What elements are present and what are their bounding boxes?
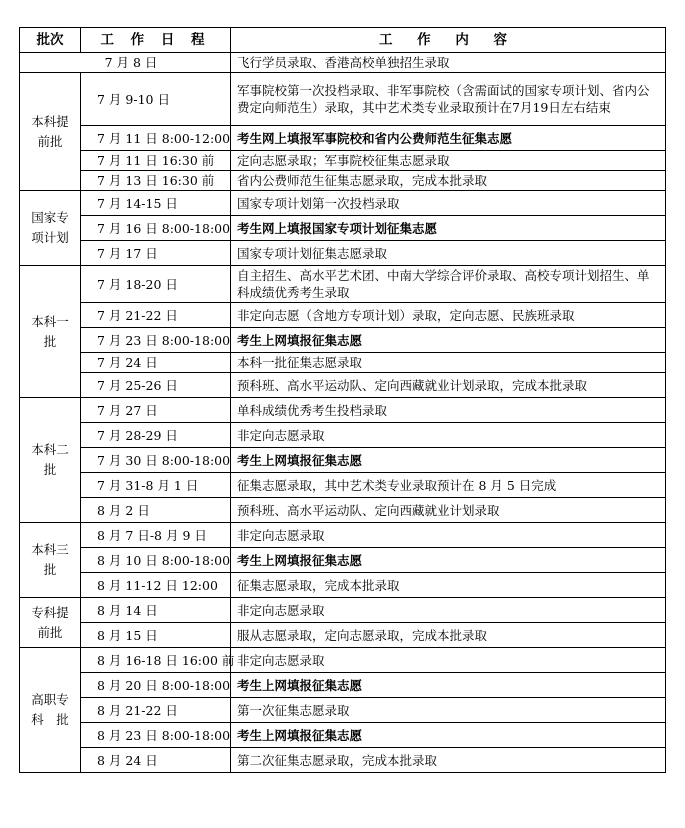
schedule-cell: 8 月 11-12 日 12:00 <box>81 573 231 598</box>
header-row <box>20 28 666 53</box>
content-cell: 预科班、高水平运动队、定向西藏就业计划录取 <box>231 498 666 523</box>
content-cell: 飞行学员录取、香港高校单独招生录取 <box>231 53 666 73</box>
schedule-cell: 7 月 17 日 <box>81 241 231 266</box>
table-row <box>20 523 666 548</box>
table-row <box>20 723 666 748</box>
schedule-cell: 7 月 11 日 16:30 前 <box>81 151 231 171</box>
content-cell: 考生上网填报征集志愿 <box>231 548 666 573</box>
content-cell: 本科一批征集志愿录取 <box>231 353 666 373</box>
batch-cell: 专科提 前批 <box>20 598 81 648</box>
table-row <box>20 126 666 151</box>
content-cell: 非定向志愿录取 <box>231 598 666 623</box>
table-row <box>20 73 666 126</box>
table-row <box>20 328 666 353</box>
schedule-cell: 7 月 21-22 日 <box>81 303 231 328</box>
schedule-cell: 8 月 10 日 8:00-18:00 <box>81 548 231 573</box>
content-cell: 单科成绩优秀考生投档录取 <box>231 398 666 423</box>
content-cell: 征集志愿录取，完成本批录取 <box>231 573 666 598</box>
content-cell: 定向志愿录取；军事院校征集志愿录取 <box>231 151 666 171</box>
table-row <box>20 498 666 523</box>
schedule-cell: 8 月 21-22 日 <box>81 698 231 723</box>
table-row <box>20 241 666 266</box>
schedule-cell: 8 月 14 日 <box>81 598 231 623</box>
content-cell: 服从志愿录取，定向志愿录取，完成本批录取 <box>231 623 666 648</box>
batch-cell: 本科一 批 <box>20 266 81 398</box>
schedule-cell: 7 月 27 日 <box>81 398 231 423</box>
schedule-cell: 8 月 16-18 日 16:00 前 <box>81 648 231 673</box>
batch-cell: 国家专 项计划 <box>20 191 81 266</box>
table-row <box>20 648 666 673</box>
schedule-cell: 7 月 25-26 日 <box>81 373 231 398</box>
table-row <box>20 448 666 473</box>
table-row <box>20 171 666 191</box>
table-row <box>20 398 666 423</box>
schedule-cell: 7 月 16 日 8:00-18:00 <box>81 216 231 241</box>
content-cell: 第二次征集志愿录取，完成本批录取 <box>231 748 666 773</box>
schedule-cell: 7 月 9-10 日 <box>81 73 231 126</box>
content-cell: 非定向志愿（含地方专项计划）录取，定向志愿、民族班录取 <box>231 303 666 328</box>
table-row <box>20 216 666 241</box>
content-cell: 非定向志愿录取 <box>231 523 666 548</box>
content-cell: 征集志愿录取，其中艺术类专业录取预计在 8 月 5 日完成 <box>231 473 666 498</box>
schedule-cell: 7 月 11 日 8:00-12:00 <box>81 126 231 151</box>
table-row <box>20 473 666 498</box>
schedule-cell: 8 月 24 日 <box>81 748 231 773</box>
table-row <box>20 151 666 171</box>
content-cell: 省内公费师范生征集志愿录取，完成本批录取 <box>231 171 666 191</box>
schedule-cell: 8 月 23 日 8:00-18:00 <box>81 723 231 748</box>
content-cell: 预科班、高水平运动队、定向西藏就业计划录取，完成本批录取 <box>231 373 666 398</box>
table-row <box>20 373 666 398</box>
content-cell: 国家专项计划第一次投档录取 <box>231 191 666 216</box>
batch-cell: 本科提 前批 <box>20 73 81 191</box>
content-cell: 考生网上填报国家专项计划征集志愿 <box>231 216 666 241</box>
schedule-cell: 8 月 20 日 8:00-18:00 <box>81 673 231 698</box>
table-row <box>20 548 666 573</box>
schedule-cell: 8 月 2 日 <box>81 498 231 523</box>
schedule-cell: 7 月 8 日 <box>20 53 231 73</box>
schedule-cell: 8 月 7 日-8 月 9 日 <box>81 523 231 548</box>
header-batch: 批次 <box>20 28 81 53</box>
content-cell: 第一次征集志愿录取 <box>231 698 666 723</box>
schedule-cell: 7 月 24 日 <box>81 353 231 373</box>
table-row <box>20 53 666 73</box>
schedule-cell: 8 月 15 日 <box>81 623 231 648</box>
content-cell: 考生上网填报征集志愿 <box>231 723 666 748</box>
table-row <box>20 423 666 448</box>
content-cell: 军事院校第一次投档录取、非军事院校（含需面试的国家专项计划、省内公费定向师范生）录取，其中艺术类专业录取预计在7月19日左右结束 <box>231 73 666 126</box>
table-row <box>20 191 666 216</box>
schedule-cell: 7 月 13 日 16:30 前 <box>81 171 231 191</box>
schedule-cell: 7 月 30 日 8:00-18:00 <box>81 448 231 473</box>
batch-cell: 高职专 科 批 <box>20 648 81 773</box>
content-cell: 非定向志愿录取 <box>231 648 666 673</box>
content-cell: 非定向志愿录取 <box>231 423 666 448</box>
content-cell: 考生上网填报征集志愿 <box>231 328 666 353</box>
schedule-cell: 7 月 23 日 8:00-18:00 <box>81 328 231 353</box>
schedule-cell: 7 月 28-29 日 <box>81 423 231 448</box>
admission-schedule-table <box>19 27 666 773</box>
table-row <box>20 623 666 648</box>
batch-cell: 本科三 批 <box>20 523 81 598</box>
content-cell: 考生网上填报军事院校和省内公费师范生征集志愿 <box>231 126 666 151</box>
schedule-cell: 7 月 18-20 日 <box>81 266 231 303</box>
schedule-cell: 7 月 31-8 月 1 日 <box>81 473 231 498</box>
schedule-cell: 7 月 14-15 日 <box>81 191 231 216</box>
table-row <box>20 698 666 723</box>
table-row <box>20 353 666 373</box>
table-row <box>20 673 666 698</box>
table-row <box>20 598 666 623</box>
table-row <box>20 303 666 328</box>
content-cell: 国家专项计划征集志愿录取 <box>231 241 666 266</box>
content-cell: 考生上网填报征集志愿 <box>231 448 666 473</box>
batch-cell: 本科二 批 <box>20 398 81 523</box>
header-schedule: 工 作 日 程 <box>81 28 231 53</box>
content-cell: 自主招生、高水平艺术团、中南大学综合评价录取、高校专项计划招生、单科成绩优秀考生录取 <box>231 266 666 303</box>
table-row <box>20 266 666 303</box>
content-cell: 考生上网填报征集志愿 <box>231 673 666 698</box>
header-content: 工 作 内 容 <box>231 28 666 53</box>
table-row <box>20 573 666 598</box>
table-row <box>20 748 666 773</box>
